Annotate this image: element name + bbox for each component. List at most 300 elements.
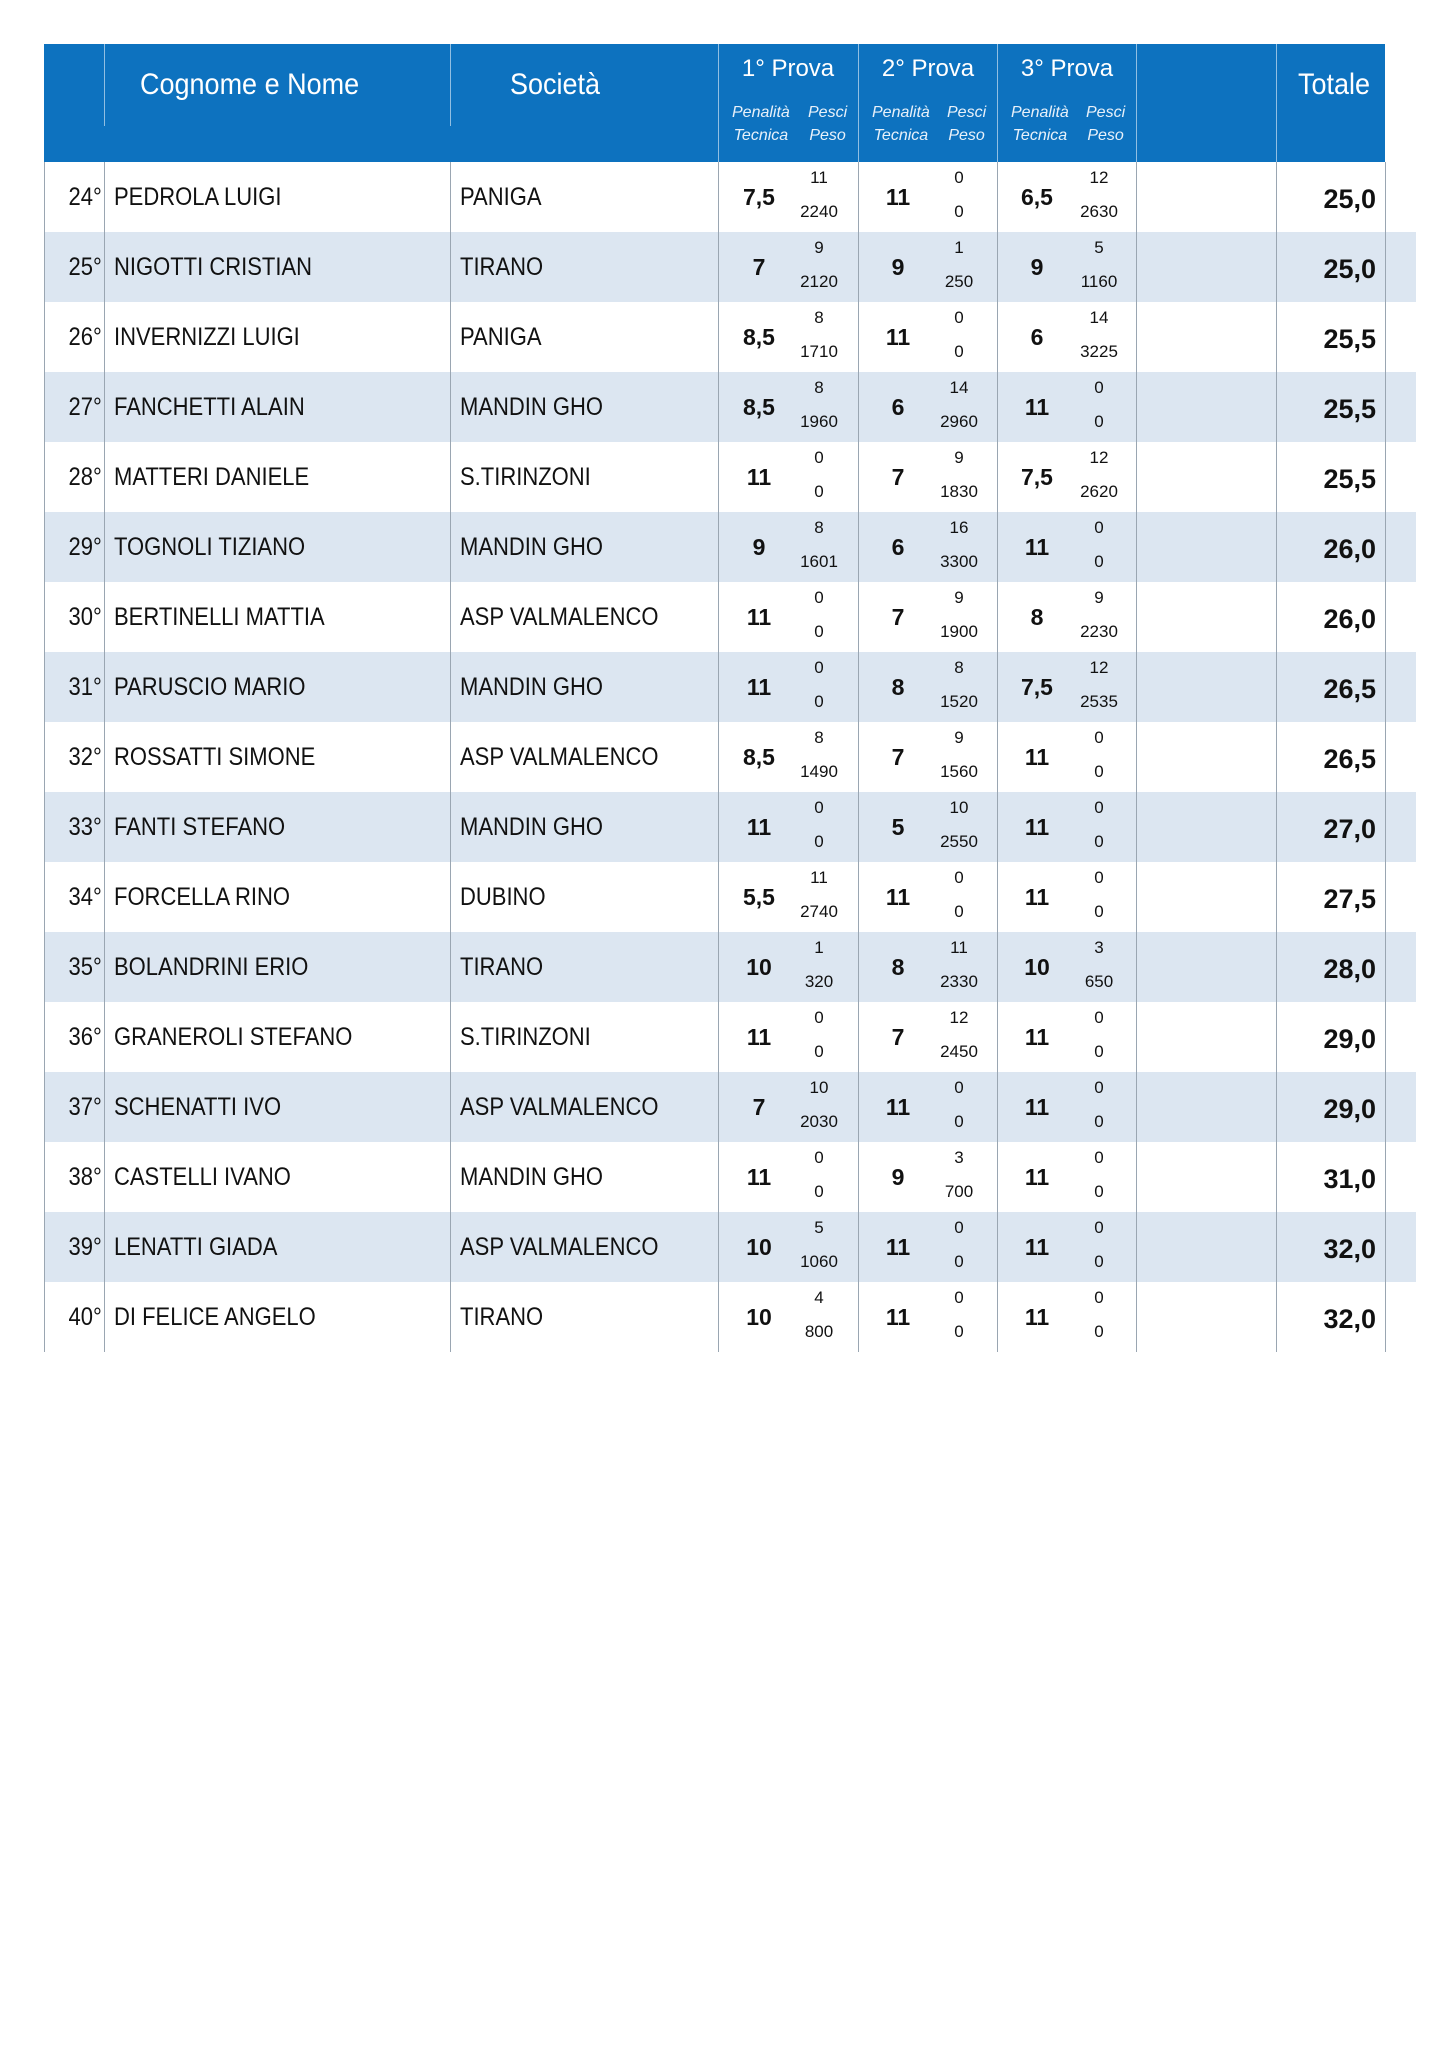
pesci-count: 8 (814, 308, 824, 327)
column-divider (997, 1072, 998, 1142)
total-score: 27,5 (1323, 884, 1376, 914)
pesci-count: 0 (1094, 868, 1104, 887)
total-score: 32,0 (1323, 1304, 1376, 1334)
column-divider (718, 582, 719, 652)
club-name: ASP VALMALENCO (460, 1233, 659, 1261)
penalita-tecnica: 5,5 (743, 884, 775, 910)
column-divider (1385, 372, 1386, 442)
total-score: 28,0 (1323, 954, 1376, 984)
column-divider (1136, 372, 1137, 442)
total-score: 31,0 (1323, 1164, 1376, 1194)
club-name: TIRANO (460, 953, 544, 981)
column-divider (718, 372, 719, 442)
peso-weight: 0 (954, 1322, 964, 1341)
column-divider (858, 302, 859, 372)
table-row (44, 162, 1416, 232)
club-name: MANDIN GHO (460, 673, 603, 701)
results-sheet (44, 44, 1416, 1352)
column-divider (1385, 1142, 1386, 1212)
pesci-count: 0 (814, 1148, 824, 1167)
peso-weight: 0 (1094, 412, 1104, 431)
pesci-count: 8 (814, 728, 824, 747)
column-divider (858, 652, 859, 722)
peso-weight: 0 (954, 1112, 964, 1131)
penalita-tecnica: 7 (752, 254, 766, 280)
column-divider (104, 232, 105, 302)
competitor-name: GRANEROLI STEFANO (114, 1023, 353, 1051)
column-divider (997, 582, 998, 652)
table-row (44, 792, 1416, 862)
competitor-name: BOLANDRINI ERIO (114, 953, 309, 981)
table-row (44, 722, 1416, 792)
column-divider (104, 512, 105, 582)
peso-weight: 700 (944, 1182, 974, 1201)
column-divider (858, 162, 859, 232)
penalita-tecnica: 11 (746, 814, 772, 840)
column-divider (1136, 302, 1137, 372)
header-divider (104, 44, 105, 126)
pesci-count: 10 (949, 798, 969, 817)
header-sub-pesci: Pesci Peso (808, 104, 848, 144)
header-sub-pesci: Pesci Peso (947, 104, 987, 144)
peso-weight: 2030 (800, 1112, 838, 1131)
column-divider (104, 1212, 105, 1282)
peso-weight: 0 (954, 902, 964, 921)
peso-weight: 1710 (800, 342, 838, 361)
column-divider (858, 932, 859, 1002)
penalita-tecnica: 11 (746, 1164, 772, 1190)
column-divider (450, 442, 451, 512)
peso-weight: 1900 (940, 622, 978, 641)
column-divider (718, 232, 719, 302)
header-divider (1276, 44, 1277, 162)
pesci-count: 12 (1089, 168, 1109, 187)
pesci-count: 0 (1094, 728, 1104, 747)
peso-weight: 2630 (1080, 202, 1118, 221)
column-divider (1276, 1212, 1277, 1282)
position: 29° (68, 533, 102, 561)
penalita-tecnica: 8,5 (743, 324, 775, 350)
column-divider (997, 1142, 998, 1212)
table-row (44, 1282, 1416, 1352)
penalita-tecnica: 11 (1024, 1234, 1050, 1260)
column-divider (997, 652, 998, 722)
table-row (44, 582, 1416, 652)
peso-weight: 1601 (800, 552, 838, 571)
column-divider (858, 1072, 859, 1142)
club-name: ASP VALMALENCO (460, 1093, 659, 1121)
column-divider (718, 162, 719, 232)
penalita-tecnica: 7 (891, 604, 905, 630)
total-score: 25,0 (1323, 184, 1376, 214)
penalita-tecnica: 7 (891, 744, 905, 770)
column-divider (1385, 1002, 1386, 1072)
position: 25° (68, 253, 102, 281)
pesci-count: 0 (814, 588, 824, 607)
penalita-tecnica: 11 (885, 324, 911, 350)
competitor-name: NIGOTTI CRISTIAN (114, 253, 312, 281)
penalita-tecnica: 8 (1030, 604, 1044, 630)
penalita-tecnica: 7,5 (1021, 464, 1053, 490)
column-divider (1385, 1212, 1386, 1282)
penalita-tecnica: 11 (885, 184, 911, 210)
table-row (44, 1002, 1416, 1072)
column-divider (718, 862, 719, 932)
column-divider (1385, 162, 1386, 232)
column-divider (718, 1072, 719, 1142)
penalita-tecnica: 8 (891, 674, 905, 700)
peso-weight: 0 (814, 1182, 824, 1201)
column-divider (1385, 722, 1386, 792)
penalita-tecnica: 11 (746, 464, 772, 490)
column-divider (1276, 162, 1277, 232)
column-divider (1136, 722, 1137, 792)
penalita-tecnica: 6 (891, 394, 905, 420)
pesci-count: 0 (954, 308, 964, 327)
penalita-tecnica: 11 (1024, 1094, 1050, 1120)
pesci-count: 14 (949, 378, 969, 397)
pesci-count: 0 (1094, 378, 1104, 397)
column-divider (450, 862, 451, 932)
column-divider (104, 1002, 105, 1072)
pesci-count: 5 (1094, 238, 1104, 257)
pesci-count: 9 (954, 588, 964, 607)
penalita-tecnica: 9 (1030, 254, 1044, 280)
pesci-count: 3 (954, 1148, 964, 1167)
penalita-tecnica: 11 (1024, 534, 1050, 560)
competitor-name: MATTERI DANIELE (114, 463, 310, 491)
column-divider (450, 652, 451, 722)
column-divider (450, 1142, 451, 1212)
column-divider (858, 442, 859, 512)
peso-weight: 1490 (800, 762, 838, 781)
column-divider (1276, 232, 1277, 302)
column-divider (997, 1002, 998, 1072)
total-score: 27,0 (1323, 814, 1376, 844)
peso-weight: 2330 (940, 972, 978, 991)
table-row (44, 1072, 1416, 1142)
pesci-count: 0 (1094, 1288, 1104, 1307)
peso-weight: 320 (804, 972, 834, 991)
column-divider (450, 1002, 451, 1072)
position: 35° (68, 953, 102, 981)
column-divider (858, 1142, 859, 1212)
table-row (44, 232, 1416, 302)
column-divider (1385, 1282, 1386, 1352)
penalita-tecnica: 7 (891, 464, 905, 490)
peso-weight: 2450 (940, 1042, 978, 1061)
penalita-tecnica: 9 (891, 254, 905, 280)
pesci-count: 1 (954, 238, 964, 257)
column-divider (997, 932, 998, 1002)
pesci-count: 9 (1094, 588, 1104, 607)
peso-weight: 0 (1094, 1042, 1104, 1061)
column-divider (1276, 442, 1277, 512)
column-divider (1136, 652, 1137, 722)
column-divider (997, 512, 998, 582)
total-score: 29,0 (1323, 1094, 1376, 1124)
pesci-count: 0 (814, 448, 824, 467)
position: 31° (68, 673, 102, 701)
column-divider (858, 1002, 859, 1072)
club-name: TIRANO (460, 1303, 544, 1331)
penalita-tecnica: 11 (885, 1094, 911, 1120)
column-divider (104, 1142, 105, 1212)
column-divider (450, 1212, 451, 1282)
column-divider (858, 232, 859, 302)
total-score: 25,5 (1323, 324, 1376, 354)
column-divider (1276, 582, 1277, 652)
column-divider (104, 1282, 105, 1352)
position: 24° (68, 183, 102, 211)
column-divider (1385, 582, 1386, 652)
pesci-count: 9 (954, 728, 964, 747)
column-divider (1276, 512, 1277, 582)
peso-weight: 0 (814, 482, 824, 501)
column-divider (1136, 232, 1137, 302)
pesci-count: 0 (954, 1288, 964, 1307)
pesci-count: 0 (954, 168, 964, 187)
penalita-tecnica: 6 (891, 534, 905, 560)
column-divider (450, 302, 451, 372)
penalita-tecnica: 11 (1024, 1024, 1050, 1050)
total-score: 26,5 (1323, 674, 1376, 704)
pesci-count: 0 (1094, 1148, 1104, 1167)
column-divider (1276, 862, 1277, 932)
column-divider (1385, 932, 1386, 1002)
column-divider (997, 1212, 998, 1282)
column-divider (1385, 862, 1386, 932)
column-divider (1136, 512, 1137, 582)
penalita-tecnica: 11 (1024, 884, 1050, 910)
column-divider (104, 372, 105, 442)
header-divider (450, 44, 451, 126)
header-club: Società (510, 68, 601, 101)
pesci-count: 11 (810, 168, 828, 187)
column-divider (997, 722, 998, 792)
penalita-tecnica: 11 (1024, 394, 1050, 420)
position: 40° (68, 1303, 102, 1331)
pesci-count: 0 (954, 868, 964, 887)
position: 34° (68, 883, 102, 911)
peso-weight: 0 (1094, 762, 1104, 781)
header-prova-1: 1° Prova (741, 55, 835, 82)
column-divider (1385, 442, 1386, 512)
peso-weight: 1560 (940, 762, 978, 781)
position: 30° (68, 603, 102, 631)
competitor-name: DI FELICE ANGELO (114, 1303, 316, 1331)
peso-weight: 650 (1084, 972, 1114, 991)
position: 36° (68, 1023, 102, 1051)
column-divider (450, 512, 451, 582)
column-divider (1276, 722, 1277, 792)
peso-weight: 1060 (800, 1252, 838, 1271)
column-divider (1385, 512, 1386, 582)
column-divider (104, 302, 105, 372)
column-divider (1136, 582, 1137, 652)
table-row (44, 1212, 1416, 1282)
column-divider (718, 1212, 719, 1282)
club-name: S.TIRINZONI (460, 463, 591, 491)
peso-weight: 0 (1094, 1182, 1104, 1201)
penalita-tecnica: 10 (746, 1304, 772, 1330)
peso-weight: 0 (954, 202, 964, 221)
peso-weight: 1160 (1080, 272, 1118, 291)
penalita-tecnica: 8,5 (743, 394, 775, 420)
column-divider (104, 442, 105, 512)
pesci-count: 8 (814, 518, 824, 537)
column-divider (1136, 792, 1137, 862)
pesci-count: 12 (949, 1008, 969, 1027)
club-name: S.TIRINZONI (460, 1023, 591, 1051)
competitor-name: CASTELLI IVANO (114, 1163, 291, 1191)
total-score: 26,0 (1323, 604, 1376, 634)
column-divider (104, 582, 105, 652)
penalita-tecnica: 7,5 (1021, 674, 1053, 700)
pesci-count: 9 (954, 448, 964, 467)
competitor-name: INVERNIZZI LUIGI (114, 323, 300, 351)
table-row (44, 652, 1416, 722)
competitor-name: PARUSCIO MARIO (114, 673, 306, 701)
peso-weight: 0 (814, 1042, 824, 1061)
club-name: ASP VALMALENCO (460, 603, 659, 631)
column-divider (1276, 302, 1277, 372)
peso-weight: 2230 (1080, 622, 1118, 641)
column-divider (718, 652, 719, 722)
peso-weight: 0 (1094, 552, 1104, 571)
club-name: DUBINO (460, 883, 546, 911)
header-sub-penalita: Penalità Tecnica (732, 104, 790, 144)
column-divider (1136, 1282, 1137, 1352)
header-total: Totale (1298, 68, 1371, 101)
header-prova-3: 3° Prova (1020, 55, 1114, 82)
pesci-count: 0 (1094, 1218, 1104, 1237)
peso-weight: 0 (1094, 832, 1104, 851)
position: 28° (68, 463, 102, 491)
club-name: MANDIN GHO (460, 533, 603, 561)
column-divider (718, 792, 719, 862)
competitor-name: LENATTI GIADA (114, 1233, 278, 1261)
peso-weight: 1960 (800, 412, 838, 431)
column-divider (997, 442, 998, 512)
peso-weight: 0 (954, 342, 964, 361)
competitor-name: PEDROLA LUIGI (114, 183, 282, 211)
column-divider (1385, 652, 1386, 722)
peso-weight: 250 (944, 272, 974, 291)
total-score: 29,0 (1323, 1024, 1376, 1054)
club-name: MANDIN GHO (460, 393, 603, 421)
table-row (44, 1142, 1416, 1212)
peso-weight: 2620 (1080, 482, 1118, 501)
penalita-tecnica: 11 (746, 1024, 772, 1050)
position: 27° (68, 393, 102, 421)
column-divider (718, 1142, 719, 1212)
penalita-tecnica: 10 (746, 1234, 772, 1260)
column-divider (997, 162, 998, 232)
pesci-count: 0 (814, 658, 824, 677)
results-table-body (44, 162, 1416, 1352)
column-divider (450, 162, 451, 232)
peso-weight: 0 (814, 622, 824, 641)
peso-weight: 1830 (940, 482, 978, 501)
position: 39° (68, 1233, 102, 1261)
pesci-count: 12 (1089, 448, 1109, 467)
column-divider (1276, 1002, 1277, 1072)
pesci-count: 14 (1089, 308, 1109, 327)
peso-weight: 0 (814, 692, 824, 711)
pesci-count: 0 (954, 1078, 964, 1097)
column-divider (718, 1002, 719, 1072)
column-divider (450, 722, 451, 792)
column-divider (718, 932, 719, 1002)
column-divider (1136, 1072, 1137, 1142)
header-name: Cognome e Nome (140, 68, 360, 101)
total-score: 26,5 (1323, 744, 1376, 774)
pesci-count: 8 (814, 378, 824, 397)
column-divider (1136, 162, 1137, 232)
penalita-tecnica: 6 (1030, 324, 1044, 350)
column-divider (1136, 932, 1137, 1002)
penalita-tecnica: 7 (752, 1094, 766, 1120)
competitor-name: SCHENATTI IVO (114, 1093, 282, 1121)
column-divider (1276, 652, 1277, 722)
column-divider (104, 1072, 105, 1142)
pesci-count: 0 (814, 1008, 824, 1027)
club-name: MANDIN GHO (460, 813, 603, 841)
header-sub-penalita: Penalità Tecnica (1011, 104, 1069, 144)
total-score: 25,0 (1323, 254, 1376, 284)
pesci-count: 0 (814, 798, 824, 817)
penalita-tecnica: 10 (746, 954, 772, 980)
column-divider (997, 1282, 998, 1352)
column-divider (997, 862, 998, 932)
penalita-tecnica: 11 (1024, 1164, 1050, 1190)
column-divider (104, 722, 105, 792)
pesci-count: 16 (949, 518, 969, 537)
column-divider (718, 302, 719, 372)
total-score: 25,5 (1323, 394, 1376, 424)
column-divider (1276, 1072, 1277, 1142)
competitor-name: FANTI STEFANO (114, 813, 286, 841)
position: 38° (68, 1163, 102, 1191)
total-score: 25,5 (1323, 464, 1376, 494)
column-divider (718, 512, 719, 582)
column-divider (997, 792, 998, 862)
penalita-tecnica: 11 (885, 884, 911, 910)
penalita-tecnica: 10 (1024, 954, 1050, 980)
column-divider (718, 722, 719, 792)
column-divider (1276, 792, 1277, 862)
header-sub-pesci: Pesci Peso (1086, 104, 1126, 144)
table-row (44, 862, 1416, 932)
penalita-tecnica: 11 (885, 1304, 911, 1330)
column-divider (1136, 1002, 1137, 1072)
penalita-tecnica: 6,5 (1021, 184, 1053, 210)
header-prova-2: 2° Prova (881, 55, 975, 82)
column-divider (1136, 1142, 1137, 1212)
penalita-tecnica: 9 (891, 1164, 905, 1190)
penalita-tecnica: 11 (1024, 1304, 1050, 1330)
column-divider (1385, 792, 1386, 862)
peso-weight: 0 (1094, 1322, 1104, 1341)
column-divider (997, 372, 998, 442)
column-divider (858, 512, 859, 582)
column-divider (1136, 862, 1137, 932)
column-divider (858, 582, 859, 652)
peso-weight: 0 (814, 832, 824, 851)
column-divider (997, 302, 998, 372)
column-divider (1276, 1282, 1277, 1352)
